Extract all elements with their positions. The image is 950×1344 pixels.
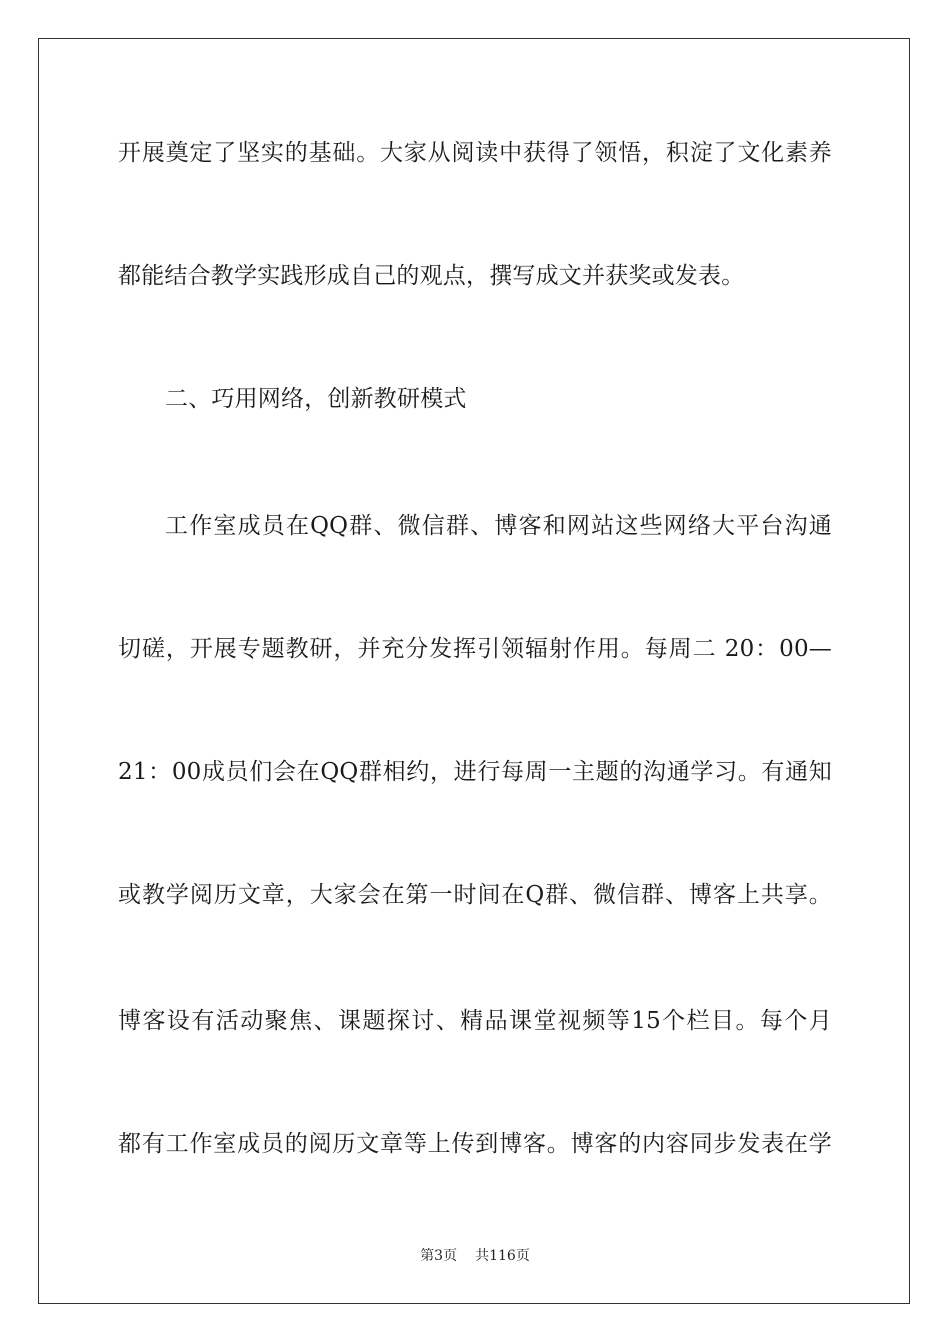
paragraph-line-5: 切磋，开展专题教研，并充分发挥引领辐射作用。每周二 20：00— [118, 636, 832, 662]
paragraph-line-8: 博客设有活动聚焦、课题探讨、精品课堂视频等15个栏目。每个月 [118, 1008, 832, 1034]
page-number: 第3页 [420, 1248, 458, 1264]
paragraph-line-2: 都能结合教学实践形成自己的观点，撰写成文并获奖或发表。 [118, 263, 745, 289]
paragraph-line-7: 或教学阅历文章，大家会在第一时间在Q群、微信群、博客上共享。 [118, 882, 832, 908]
page-footer [0, 1247, 950, 1265]
paragraph-line-9: 都有工作室成员的阅历文章等上传到博客。博客的内容同步发表在学 [118, 1131, 832, 1157]
section-heading: 二、巧用网络，创新教研模式 [165, 386, 467, 412]
paragraph-line-1: 开展奠定了坚实的基础。大家从阅读中获得了领悟，积淀了文化素养 [118, 140, 832, 166]
paragraph-line-4: 工作室成员在QQ群、微信群、博客和网站这些网络大平台沟通 [165, 513, 832, 539]
page-total: 共116页 [475, 1248, 530, 1264]
paragraph-line-6: 21：00成员们会在QQ群相约，进行每周一主题的沟通学习。有通知 [118, 759, 832, 785]
page-border [38, 38, 910, 1304]
